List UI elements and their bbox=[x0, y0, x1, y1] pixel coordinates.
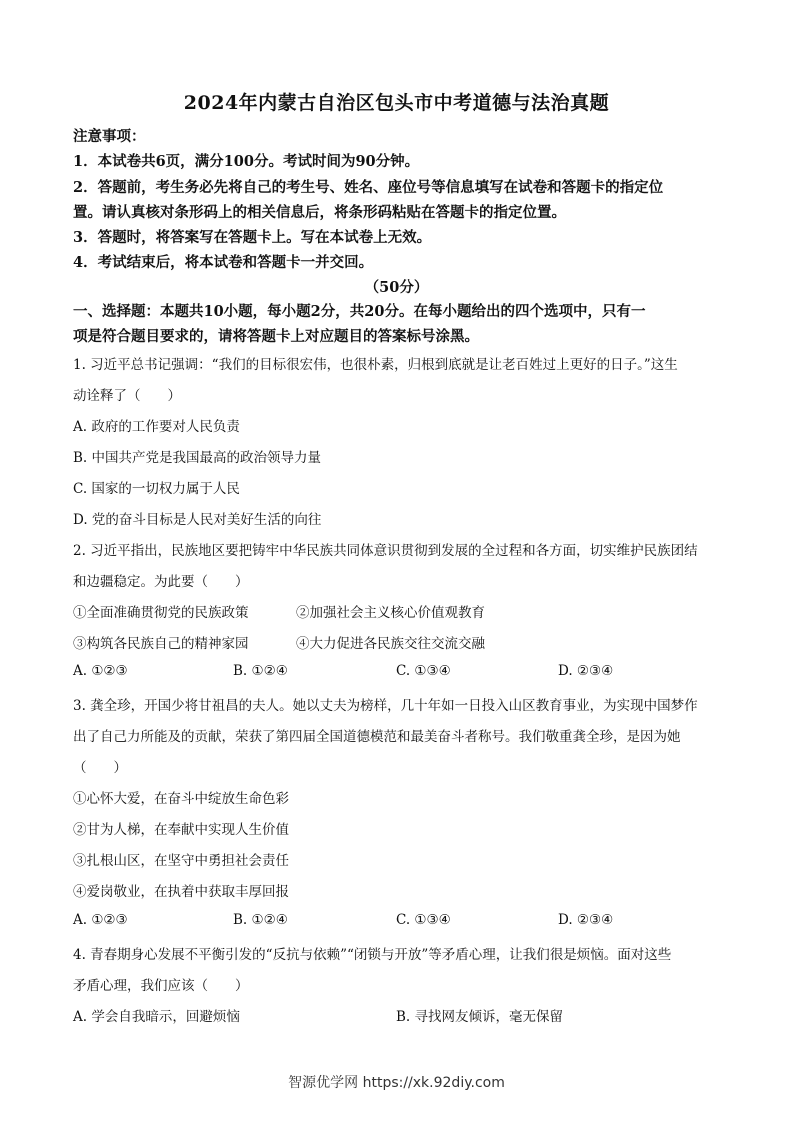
q1-stem-cont: 动诠释了（ ） bbox=[73, 388, 181, 404]
q2-item-4: ④大力促进各民族交往交流交融 bbox=[296, 636, 485, 652]
q1-option-a: A. 政府的工作要对人民负责 bbox=[73, 419, 240, 435]
q2-option-c: C. ①③④ bbox=[396, 663, 451, 679]
q2-item-2: ②加强社会主义核心价值观教育 bbox=[296, 605, 485, 621]
q3-option-a: A. ①②③ bbox=[73, 912, 128, 928]
q1-option-b: B. 中国共产党是我国最高的政治领导力量 bbox=[73, 450, 322, 466]
q3-item-3: ③扎根山区，在坚守中勇担社会责任 bbox=[73, 853, 289, 869]
notice-item-2: 2．答题前，考生务必先将自己的考生号、姓名、座位号等信息填写在试卷和答题卡的指定位 bbox=[73, 179, 664, 196]
q3-option-d: D. ②③④ bbox=[558, 912, 614, 928]
section-instructions-cont: 项是符合题目要求的，请将答题卡上对应题目的答案标号涂黑。 bbox=[73, 328, 479, 345]
q3-stem-cont: 出了自己力所能及的贡献，荣获了第四届全国道德模范和最美奋斗者称号。我们敬重龚全珍，是因为她 bbox=[73, 729, 681, 745]
notice-item-2-cont: 置。请认真核对条形码上的相关信息后，将条形码粘贴在答题卡的指定位置。 bbox=[73, 204, 566, 221]
notice-item-3: 3．答题时，将答案写在答题卡上。写在本试卷上无效。 bbox=[73, 229, 432, 246]
page-title: 2024年内蒙古自治区包头市中考道德与法治真题 bbox=[183, 92, 610, 114]
q2-item-3: ③构筑各民族自己的精神家园 bbox=[73, 636, 249, 652]
q1-option-d: D. 党的奋斗目标是人民对美好生活的向往 bbox=[73, 512, 322, 528]
q2-option-a: A. ①②③ bbox=[73, 663, 128, 679]
q2-option-b: B. ①②④ bbox=[233, 663, 288, 679]
q2-stem-cont: 和边疆稳定。为此要（ ） bbox=[73, 574, 249, 590]
q4-option-b: B. 寻找网友倾诉，毫无保留 bbox=[396, 1009, 564, 1025]
notice-heading: 注意事项： bbox=[73, 128, 146, 145]
q4-stem-cont: 矛盾心理，我们应该（ ） bbox=[73, 978, 249, 994]
q4-stem: 4. 青春期身心发展不平衡引发的“反抗与依赖”“闭锁与开放”等矛盾心理，让我们很是烦恼。面对这些 bbox=[73, 947, 672, 963]
q4-option-a: A. 学会自我暗示，回避烦恼 bbox=[73, 1009, 240, 1025]
q3-stem-cont-2: （ ） bbox=[73, 760, 127, 776]
score-label: （50分） bbox=[364, 279, 429, 296]
q2-option-d: D. ②③④ bbox=[558, 663, 614, 679]
q1-stem: 1. 习近平总书记强调：“我们的目标很宏伟，也很朴素，归根到底就是让老百姓过上更好的日子。”这生 bbox=[73, 357, 678, 373]
notice-item-4: 4．考试结束后，将本试卷和答题卡一并交回。 bbox=[73, 254, 374, 271]
q3-item-1: ①心怀大爱，在奋斗中绽放生命色彩 bbox=[73, 791, 289, 807]
q2-item-1: ①全面准确贯彻党的民族政策 bbox=[73, 605, 249, 621]
q3-item-2: ②甘为人梯，在奉献中实现人生价值 bbox=[73, 822, 289, 838]
q3-option-b: B. ①②④ bbox=[233, 912, 288, 928]
q2-stem: 2. 习近平指出，民族地区要把铸牢中华民族共同体意识贯彻到发展的全过程和各方面，切实维护民族团结 bbox=[73, 543, 698, 559]
q3-stem: 3. 龚全珍，开国少将甘祖昌的夫人。她以丈夫为榜样，几十年如一日投入山区教育事业，为实现中国梦作 bbox=[73, 698, 698, 714]
q3-option-c: C. ①③④ bbox=[396, 912, 451, 928]
footer-watermark: 智源优学网 https://xk.92diy.com bbox=[288, 1075, 505, 1091]
section-instructions: 一、选择题：本题共10小题，每小题2分，共20分。在每小题给出的四个选项中，只有一 bbox=[73, 303, 646, 320]
notice-item-1: 1．本试卷共6页，满分100分。考试时间为90分钟。 bbox=[73, 153, 420, 170]
q1-option-c: C. 国家的一切权力属于人民 bbox=[73, 481, 240, 497]
q3-item-4: ④爱岗敬业，在执着中获取丰厚回报 bbox=[73, 884, 289, 900]
